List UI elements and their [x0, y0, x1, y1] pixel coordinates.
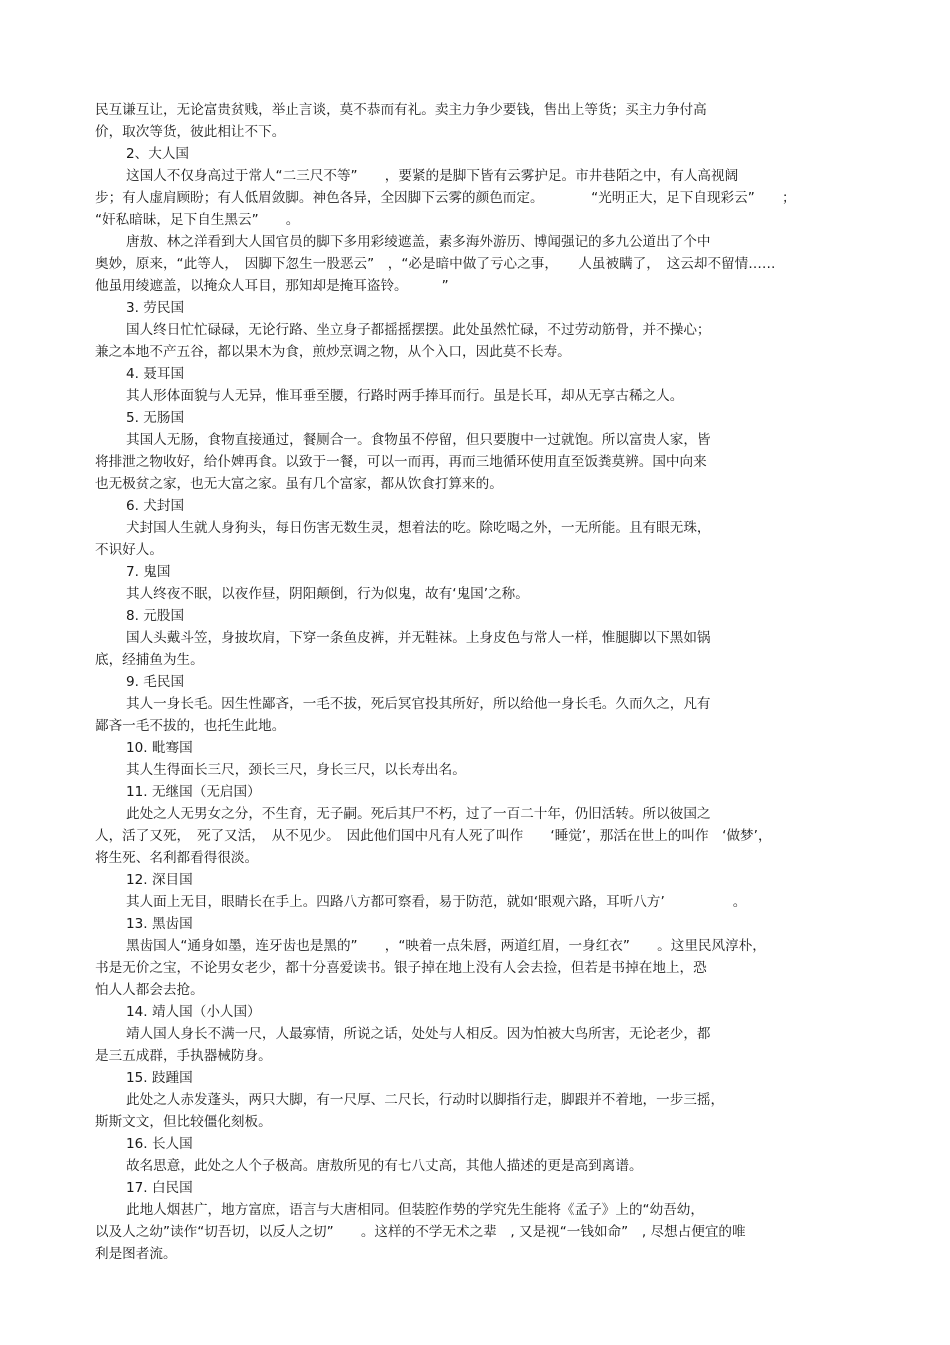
text-line: 将生死、名利都看得很淡。 [95, 850, 259, 866]
section-heading: 16. 长人国 [126, 1136, 193, 1152]
text-line: 黑齿国人“通身如墨，连牙齿也是黑的” ，“映着一点朱唇，两道红眉，一身红衣” 。这里民风淳朴， [126, 938, 766, 954]
text-line: 他虽用绫遮盖，以掩众人耳目，那知却是掩耳盗铃。 ” [95, 278, 449, 294]
section-heading: 5. 无肠国 [126, 410, 185, 426]
section-heading: 15. 跂踵国 [126, 1070, 193, 1086]
text-line: 其人形体面貌与人无异，惟耳垂至腰，行路时两手捧耳而行。虽是长耳，却从无享古稀之人。 [126, 388, 684, 404]
text-line: 以及人之幼”读作“切吾切，以反人之切” 。这样的不学无术之辈 , 又是视“一钱如命” , 尽想占便宜的唯 [95, 1224, 746, 1240]
section-heading: 4. 聂耳国 [126, 366, 185, 382]
text-line: 鄙吝一毛不拔的，也托生此地。 [95, 718, 286, 734]
text-line: 其国人无肠，食物直接通过，餐厕合一。食物虽不停留，但只要腹中一过就饱。所以富贵人家，皆 [126, 432, 711, 448]
section-heading: 8. 元股国 [126, 608, 185, 624]
text-line: 其人终夜不眠，以夜作昼，阴阳颠倒，行为似鬼，故有‘鬼国’之称。 [126, 586, 529, 602]
text-line: 此地人烟甚广，地方富庶，语言与大唐相同。但装腔作势的学究先生能将《孟子》上的“幼吾幼， [126, 1202, 704, 1218]
text-line: 唐敖、林之洋看到大人国官员的脚下多用彩绫遮盖，素多海外游历、博闻强记的多九公道出了个中 [126, 234, 711, 250]
text-line: 将排泄之物收好，给仆婢再食。以致于一餐，可以一而再，再而三地循环使用直至饭粪莫辨。国中向来 [95, 454, 707, 470]
section-heading: 17. 白民国 [126, 1180, 193, 1196]
text-line: 其人生得面长三尺，颈长三尺，身长三尺，以长寿出名。 [126, 762, 466, 778]
section-heading: 6. 犬封国 [126, 498, 185, 514]
text-line: 不识好人。 [95, 542, 163, 558]
text-line: 底，经捕鱼为生。 [95, 652, 204, 668]
text-line: 此处之人无男女之分，不生育，无子嗣。死后其尸不朽，过了一百二十年，仍旧活转。所以彼国之 [126, 806, 711, 822]
text-line: 人，活了又死， 死了又活， 从不见少。 因此他们国中凡有人死了叫作 ‘睡觉’，那活在世上的叫作 ‘做梦’， [95, 828, 772, 844]
text-line: 斯斯文文，但比较僵化刻板。 [95, 1114, 272, 1130]
text-line: 民互谦互让，无论富贵贫贱，举止言谈，莫不恭而有礼。卖主力争少要钱，售出上等货；买主力争付高 [95, 102, 707, 118]
text-line: 步；有人虚肩顾盼；有人低眉敛脚。神色各异，全因脚下云雾的颜色而定。 “光明正大，足下自现彩云” ； [95, 190, 796, 206]
section-heading: 13. 黑齿国 [126, 916, 193, 932]
section-heading: 2、大人国 [126, 146, 190, 162]
text-line: 国人头戴斗笠，身披坎肩，下穿一条鱼皮裤，并无鞋袜。上身皮色与常人一样，惟腿脚以下黑如锅 [126, 630, 711, 646]
text-line: 其人一身长毛。因生性鄙吝，一毛不拔，死后冥官投其所好，所以给他一身长毛。久而久之，凡有 [126, 696, 711, 712]
text-line: 此处之人赤发蓬头，两只大脚，有一尺厚、二尺长，行动时以脚指行走，脚跟并不着地，一步三摇， [126, 1092, 725, 1108]
text-line: 兼之本地不产五谷，都以果木为食，煎炒烹调之物，从个入口，因此莫不长寿。 [95, 344, 571, 360]
section-heading: 3. 劳民国 [126, 300, 185, 316]
section-heading: 11. 无继国（无启国） [126, 784, 261, 800]
text-line: 价，取次等货，彼此相让不下。 [95, 124, 286, 140]
text-line: 是三五成群，手执器械防身。 [95, 1048, 272, 1064]
text-line: 犬封国人生就人身狗头，每日伤害无数生灵，想着法的吃。除吃喝之外，一无所能。且有眼无珠， [126, 520, 711, 536]
text-line: 其人面上无目，眼睛长在手上。四路八方都可察看，易于防范，就如‘眼观六路，耳听八方’ 。 [126, 894, 747, 910]
text-line: 奥妙，原来，“此等人， 因脚下忽生一股恶云” ，“必是暗中做了亏心之事， 人虽被瞒了， 这云却不留情…… [95, 256, 776, 272]
section-heading: 14. 靖人国（小人国） [126, 1004, 261, 1020]
text-line: 也无极贫之家，也无大富之家。虽有几个富家，都从饮食打算来的。 [95, 476, 503, 492]
section-heading: 7. 鬼国 [126, 564, 171, 580]
text-line: 故名思意，此处之人个子极高。唐敖所见的有七八丈高，其他人描述的更是高到离谱。 [126, 1158, 643, 1174]
text-line: 这国人不仅身高过于常人“二三尺不等” ，要紧的是脚下皆有云雾护足。市井巷陌之中，有人高视阔 [126, 168, 739, 184]
text-line: 怕人人都会去抢。 [95, 982, 204, 998]
text-line: “奸私暗昧，足下自生黑云” 。 [95, 212, 300, 228]
text-line: 利是图者流。 [95, 1246, 177, 1262]
section-heading: 10. 毗骞国 [126, 740, 193, 756]
text-line: 书是无价之宝，不论男女老少，都十分喜爱读书。银子掉在地上没有人会去捡，但若是书掉在地上，恐 [95, 960, 707, 976]
section-heading: 9. 毛民国 [126, 674, 185, 690]
text-line: 靖人国人身长不满一尺，人最寡情，所说之话，处处与人相反。因为怕被大鸟所害，无论老少，都 [126, 1026, 711, 1042]
section-heading: 12. 深目国 [126, 872, 193, 888]
text-line: 国人终日忙忙碌碌，无论行路、坐立身子都摇摇摆摆。此处虽然忙碌，不过劳动筋骨，并不操心； [126, 322, 711, 338]
